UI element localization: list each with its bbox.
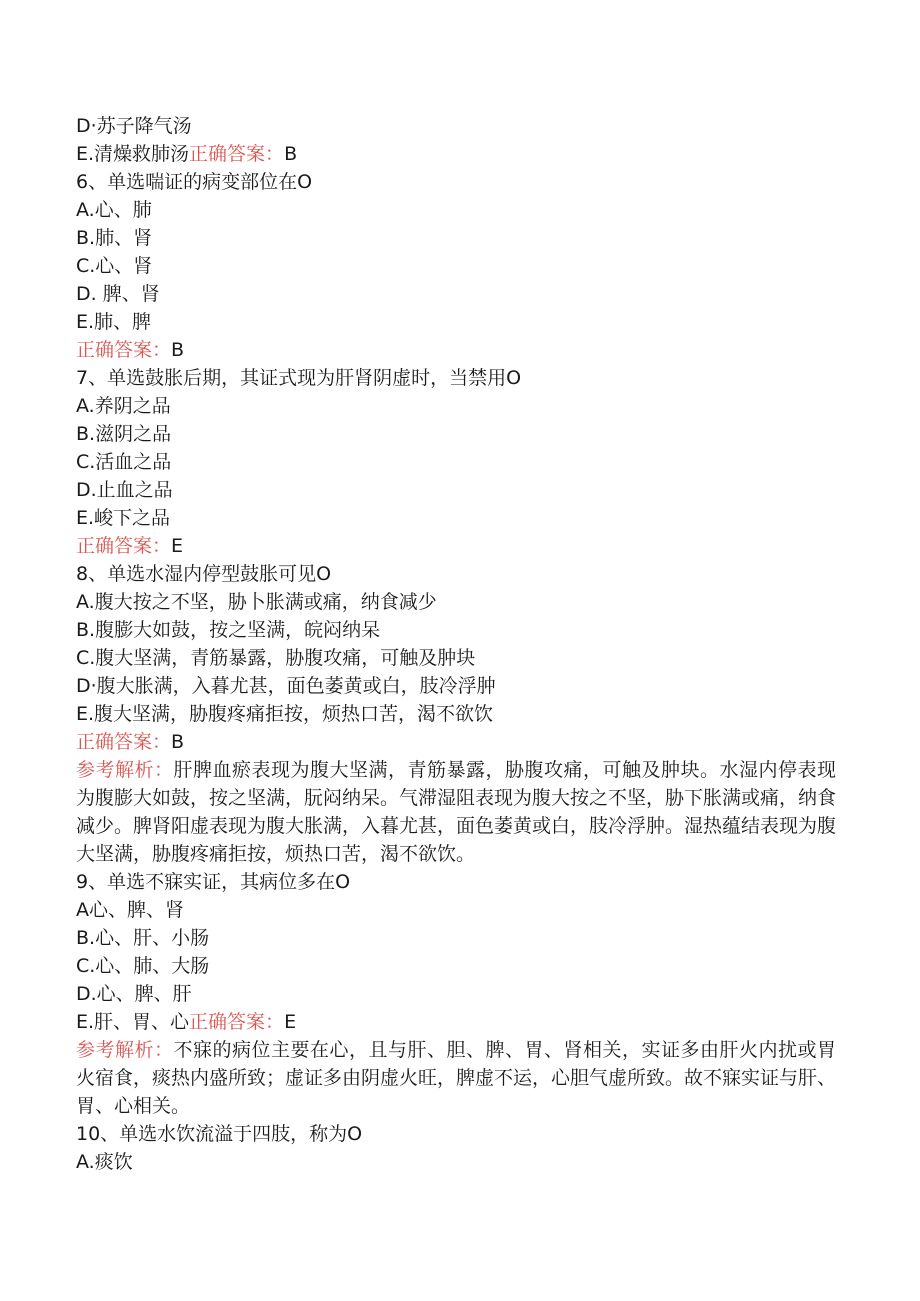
q9-option-e: E.肝、胃、心 bbox=[76, 1011, 190, 1033]
exam-document bbox=[76, 112, 836, 1176]
q8-answer-label: 正确答案： bbox=[76, 731, 172, 753]
q9-option-d: D.心、脾、肝 bbox=[76, 983, 192, 1005]
q8-option-d: D·腹大胀满，入暮尤甚，面色萎黄或白，肢冷浮肿 bbox=[76, 675, 496, 697]
q6-option-a: A.心、肺 bbox=[76, 199, 152, 221]
q5-option-e: E.清燥救肺汤 bbox=[76, 143, 190, 165]
q9-analysis-text: 不寐的病位主要在心，且与肝、胆、脾、胃、肾相关，实证多由肝火内扰或胃火宿食，痰热内盛所致；虚证多由阴虚火旺，脾虚不运，心胆气虚所致。故不寐实证与肝、胃、心相关。 bbox=[76, 1039, 837, 1117]
q6-answer-value: B bbox=[171, 339, 185, 361]
q8-option-a: A.腹大按之不坚，胁卜胀满或痛，纳食减少 bbox=[76, 591, 437, 613]
q5-answer-value: B bbox=[284, 143, 298, 165]
q8-analysis bbox=[76, 756, 836, 868]
q9-analysis bbox=[76, 1036, 836, 1120]
q8-analysis-label: 参考解析： bbox=[76, 759, 174, 781]
q6-answer-label: 正确答案： bbox=[76, 339, 172, 361]
q9-option-b: B.心、肝、小肠 bbox=[76, 927, 210, 949]
q7-answer-label: 正确答案： bbox=[76, 535, 172, 557]
q7-option-e: E.峻下之品 bbox=[76, 507, 171, 529]
q8-answer bbox=[76, 728, 836, 756]
q7-option-a: A.养阴之品 bbox=[76, 395, 171, 417]
q8-option-b: B.腹膨大如鼓，按之坚满，皖闷纳呆 bbox=[76, 619, 381, 641]
q6-question: 6、单选喘证的病变部位在O bbox=[76, 171, 313, 193]
q8-answer-value: B bbox=[171, 731, 185, 753]
q9-analysis-label: 参考解析： bbox=[76, 1039, 174, 1061]
q6-option-d: D. 脾、肾 bbox=[76, 283, 160, 305]
q5-option-d: D·苏子降气汤 bbox=[76, 115, 192, 137]
q7-option-b: B.滋阴之品 bbox=[76, 423, 172, 445]
q5-option-e-with-answer bbox=[76, 140, 836, 168]
q8-analysis-text: 肝脾血瘀表现为腹大坚满，青筋暴露，胁腹攻痛，可触及肿块。水湿内停表现为腹膨大如鼓，按之坚满，朊闷纳呆。气滞湿阻表现为腹大按之不坚，胁下胀满或痛，纳食减少。脾肾阳虚表现为腹大胀满，入暮尤甚，面色萎黄或白，肢冷浮肿。湿热蕴结表现为腹大坚满，胁腹疼痛拒按，烦热口苦，渴不欲饮。 bbox=[76, 759, 837, 865]
q7-option-c: C.活血之品 bbox=[76, 451, 172, 473]
q6-option-e: E.肺、脾 bbox=[76, 311, 152, 333]
q7-answer-value: E bbox=[171, 535, 184, 557]
q6-answer bbox=[76, 336, 836, 364]
q9-option-a: A心、脾、肾 bbox=[76, 899, 184, 921]
q9-answer-label: 正确答案： bbox=[189, 1011, 285, 1033]
q6-option-c: C.心、肾 bbox=[76, 255, 153, 277]
q5-answer-label: 正确答案： bbox=[189, 143, 285, 165]
q8-option-c: C.腹大坚满，青筋暴露，胁腹攻痛，可触及肿块 bbox=[76, 647, 476, 669]
q7-option-d: D.止血之品 bbox=[76, 479, 173, 501]
q10-question: 10、单选水饮流溢于四肢，称为O bbox=[76, 1123, 363, 1145]
q9-option-e-with-answer bbox=[76, 1008, 836, 1036]
q7-answer bbox=[76, 532, 836, 560]
q10-option-a: A.痰饮 bbox=[76, 1151, 133, 1173]
q7-question: 7、单选鼓胀后期，其证式现为肝肾阴虚时，当禁用O bbox=[76, 367, 522, 389]
q9-option-c: C.心、肺、大肠 bbox=[76, 955, 210, 977]
q8-question: 8、单选水湿内停型鼓胀可见O bbox=[76, 563, 332, 585]
q9-answer-value: E bbox=[284, 1011, 297, 1033]
q8-option-e: E.腹大坚满，胁腹疼痛拒按，烦热口苦，渴不欲饮 bbox=[76, 703, 494, 725]
q9-question: 9、单选不寐实证，其病位多在O bbox=[76, 871, 351, 893]
q6-option-b: B.肺、肾 bbox=[76, 227, 153, 249]
